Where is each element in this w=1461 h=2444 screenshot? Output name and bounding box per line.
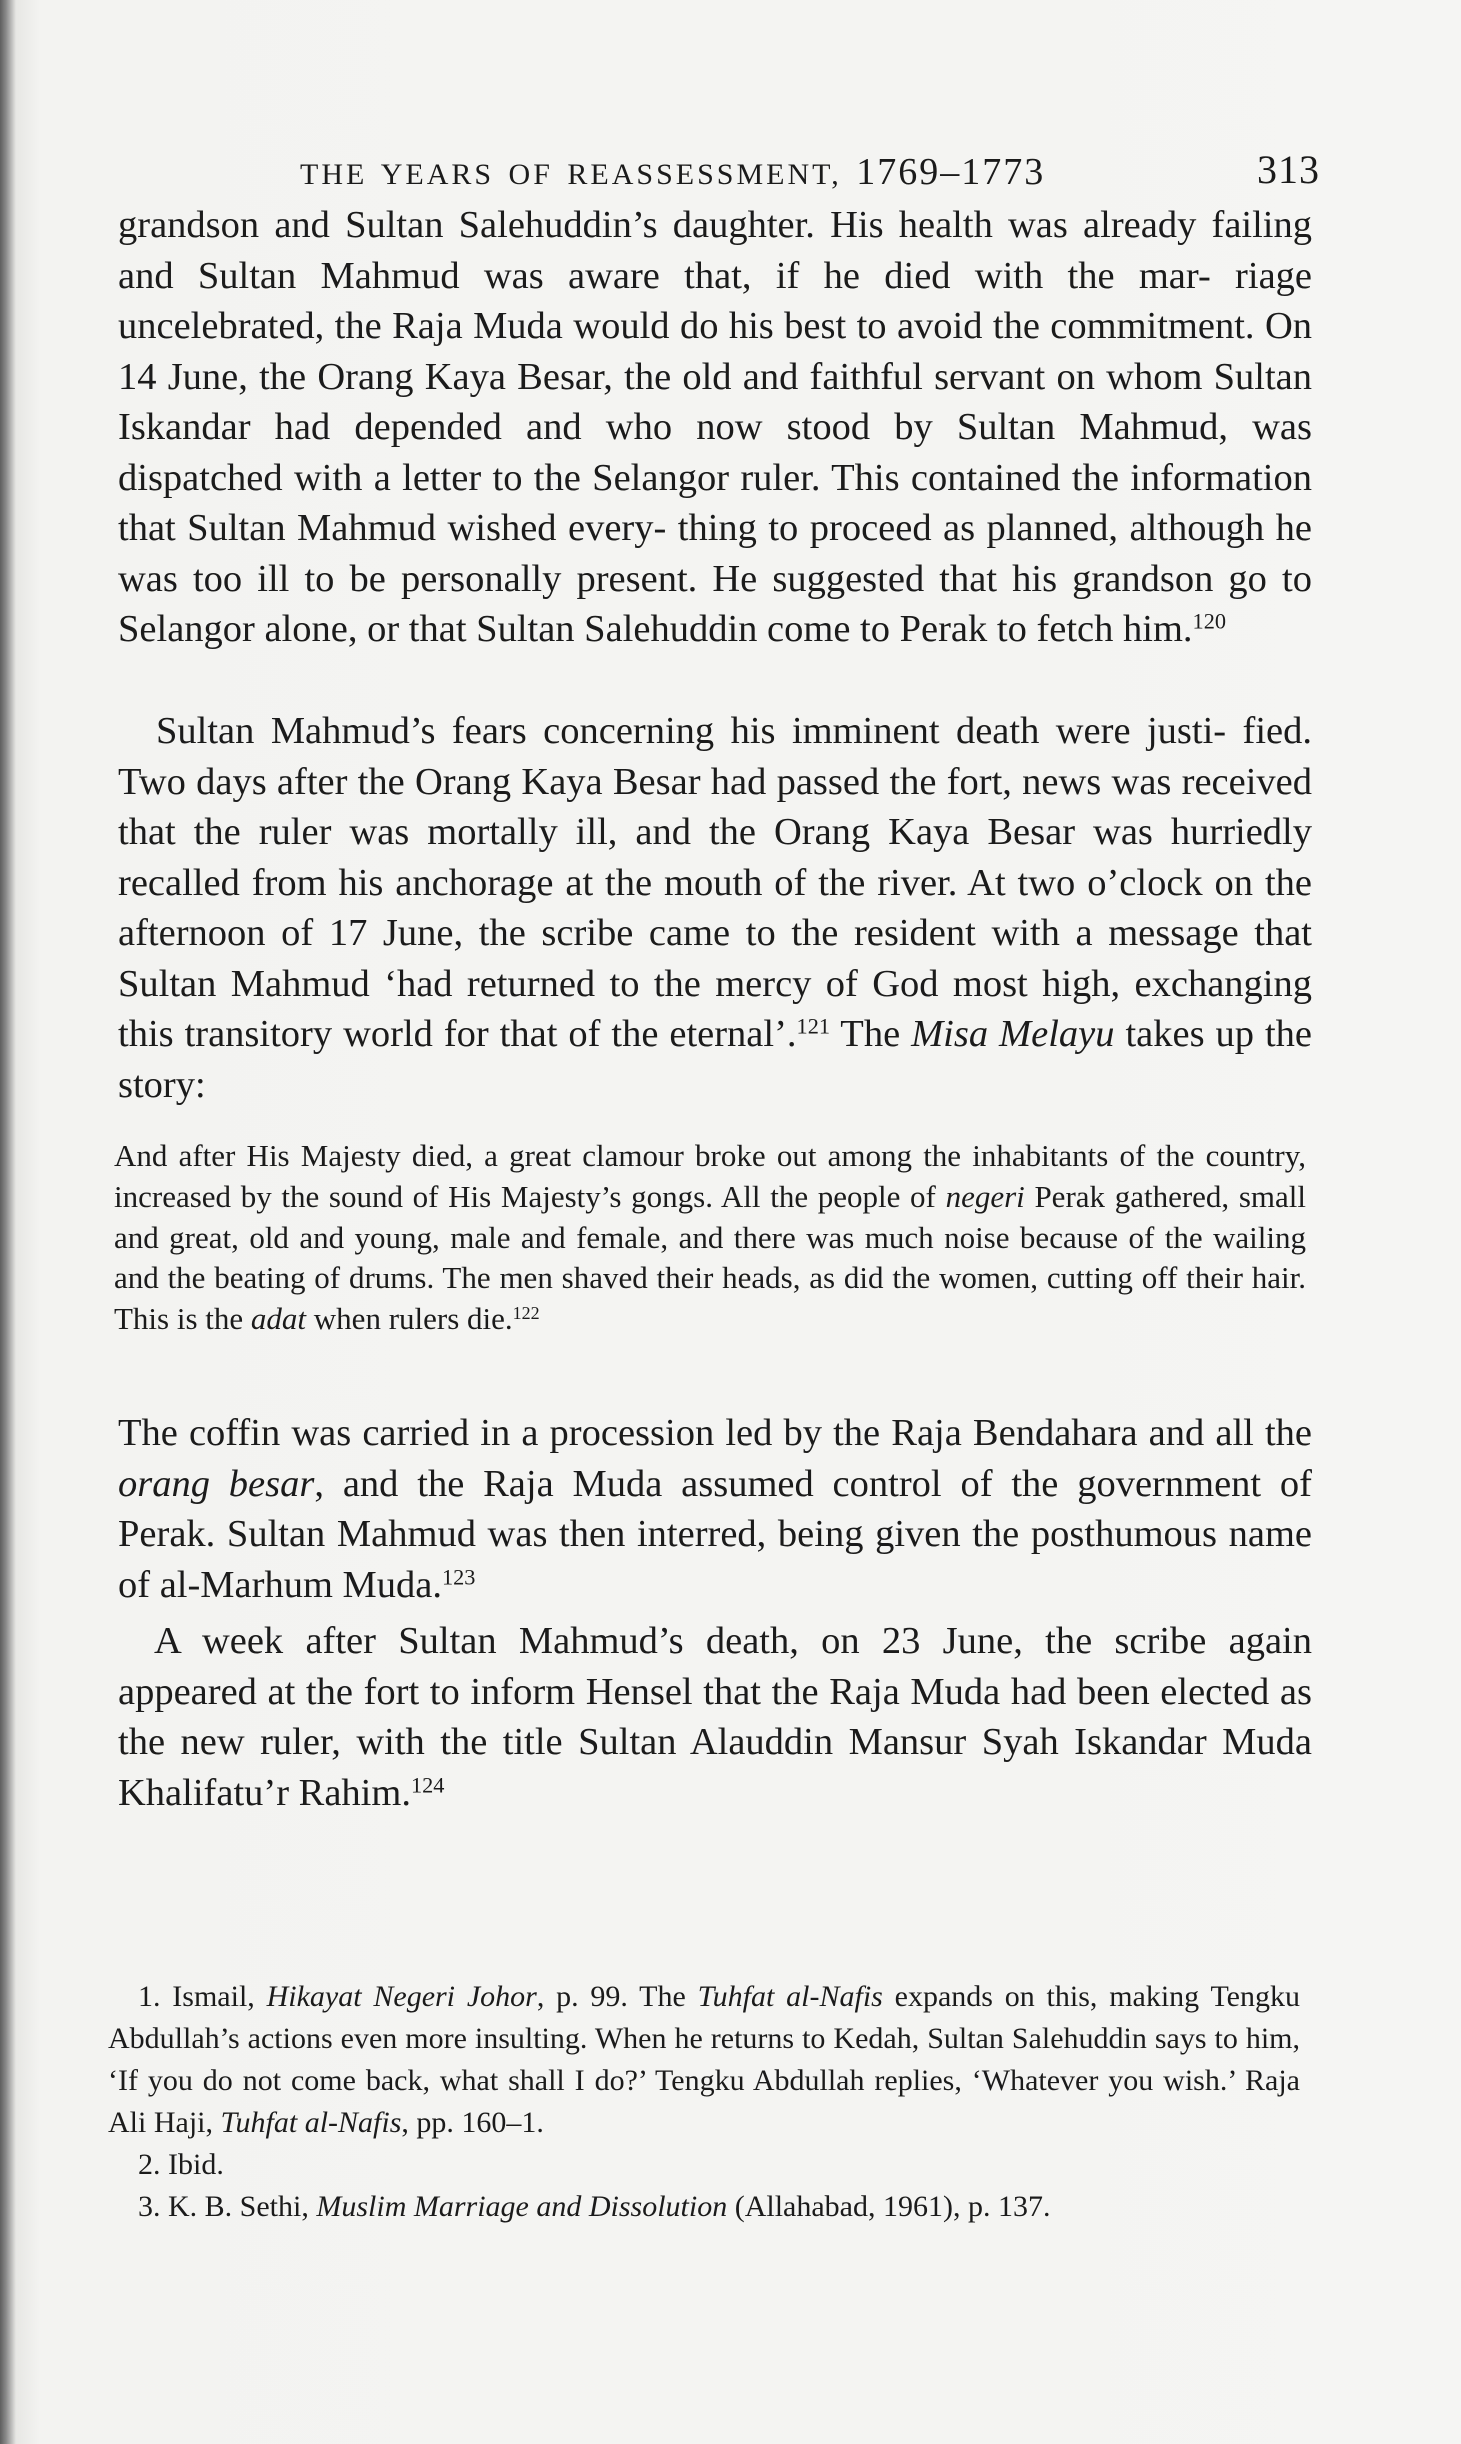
italic-term: negeri	[945, 1178, 1025, 1214]
italic-term: adat	[250, 1301, 307, 1337]
footnotes	[108, 1976, 1300, 2228]
running-header	[300, 147, 1320, 194]
footnote-ref: 123	[441, 1564, 476, 1590]
paragraph-4: A week after Sultan Mahmud’s death, on 23 June, the scribe again appeared at the fort to inform Hensel that the Raja Muda had been elected as the new ruler, with the title Sultan Alauddin Mansur Syah Iskandar Muda Khalifatu’r Rahim.$^{124}$	[118, 1620, 1312, 1814]
footnote-ref: 120	[1192, 608, 1227, 634]
footnote-2: 2. Ibid.	[138, 2148, 224, 2181]
paragraph-1: grandson and Sultan Salehuddin’s daughter. His health was already failing and Sultan Mahmud was aware that, if he died with the mar- riage uncelebrated, the Raja Muda would do his best to avoid the commitment. On 14 June, the Orang Kaya Besar, the old and faithful servant on whom Sultan Iskandar had depended and who now stood by Sultan Mahmud, was dispatched with a letter to the Selangor ruler. This contained the information that Sultan Mahmud wished every- thing to proceed as planned, although he was too ill to be personally present. He suggested that his grandson go to Selangor alone, or that Sultan Salehuddin come to Perak to fetch him.$^{120}$	[118, 204, 1312, 650]
chapter-years: 1769–1773	[856, 151, 1046, 193]
block-quote: And after His Majesty died, a great clamour broke out among the inhabitants of the country, increased by the sound of His Majesty’s gongs. All the people of negeri Perak gathered, small and great, old and young, male and female, and there was much noise because of the wailing and the beating of drums. The men shaved their heads, as did the women, cutting off their hair. This is the adat when rulers die.$^{122}$	[114, 1138, 1306, 1337]
italic-term: orang besar	[118, 1462, 315, 1505]
footnote-ref: 124	[410, 1772, 445, 1798]
chapter-title: THE YEARS OF REASSESSMENT,	[300, 158, 842, 191]
footnote-ref: 121	[796, 1013, 831, 1039]
footnote-1: 1. Ismail, Hikayat Negeri Johor, p. 99. The Tuhfat al-Nafis expands on this, making Tengku Abdullah’s actions even more insulting. When he returns to Kedah, Sultan Salehuddin says to him, ‘If you do not come back, what shall I do?’ Tengku Abdullah replies, ‘Whatever you wish.’ Raja Ali Haji, Tuhfat al-Nafis, pp. 160–1.	[108, 1980, 1300, 2139]
footnote-ref: 122	[512, 1303, 540, 1324]
paragraph-2: Sultan Mahmud’s fears concerning his imminent death were justi- fied. Two days after the Orang Kaya Besar had passed the fort, news was received that the ruler was mortally ill, and the Orang Kaya Besar was hurriedly recalled from his anchorage at the mouth of the river. At two o’clock on the afternoon of 17 June, the scribe came to the resident with a message that Sultan Mahmud ‘had returned to the mercy of God most high, exchanging this transitory world for that of the eternal’.$^{121}$ The Misa Melayu takes up the story:	[118, 710, 1313, 1106]
footnote-3: 3. K. B. Sethi, Muslim Marriage and Dissolution (Allahabad, 1961), p. 137.	[138, 2190, 1051, 2223]
page-number: 313	[1257, 147, 1320, 192]
paragraph-3: The coffin was carried in a procession led by the Raja Bendahara and all the orang besar, and the Raja Muda assumed control of the government of Perak. Sultan Mahmud was then interred, being given the posthumous name of al-Marhum Muda.$^{123}$	[118, 1412, 1312, 1606]
italic-title: Misa Melayu	[911, 1013, 1115, 1055]
